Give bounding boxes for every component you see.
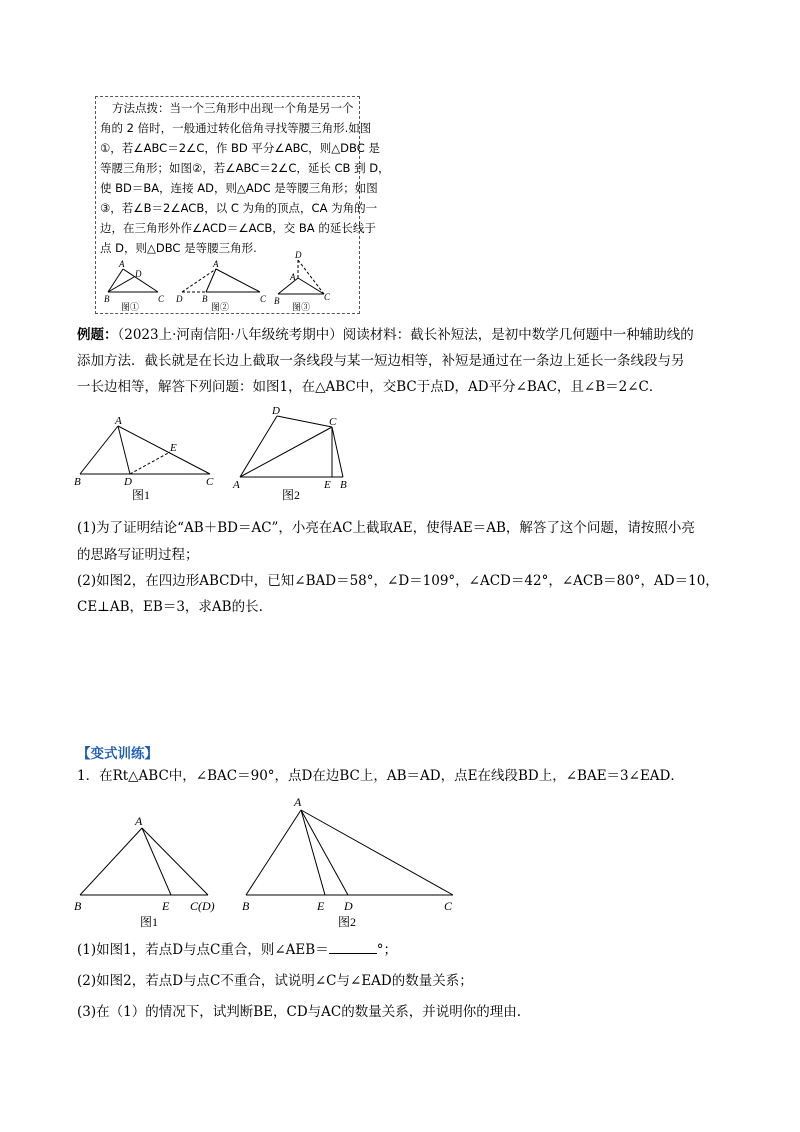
method-line-3: ①，若∠ABC＝2∠C，作 BD 平分∠ABC，则△DBC 是 [100,141,380,155]
example-line-2: 添加方法．截长就是在长边上截取一条线段与某一短边相等，补短是通过在一条边上延长一条线段与另 [77,353,685,369]
answer-blank[interactable] [329,941,377,954]
method-line-1: 方法点拨：当一个三角形中出现一个角是另一个 [112,101,354,115]
example-q2-line-1: (2)如图2，在四边形ABCD中，已知∠BAD＝58°，∠D＝109°，∠ACD＝42°，∠ACB＝80°，AD＝10， [77,573,719,589]
m2-label-d: D [176,294,183,304]
ex2-caption: 图2 [282,488,301,502]
example-figures [70,400,370,502]
example-text-1: （2023上·河南信阳·八年级统考期中）阅读材料：截长补短法，是初中数学几何题中一种辅助线的 [117,327,694,343]
v2-label-e: E [317,899,325,913]
ex2-label-d: D [272,405,280,417]
m2-label-a: A [213,259,219,269]
example-figure-2 [240,416,343,477]
v2-label-d: D [344,899,353,913]
ex2-label-c: C [329,416,337,428]
m1-label-b: B [104,294,110,304]
variant-figure-1 [80,828,208,895]
variant-problem: 1．在Rt△ABC中，∠BAC＝90°，点D在边BC上，AB＝AD，点E在线段BD上，∠BAE＝3∠EAD． [77,768,684,784]
example-line-1 [77,325,694,345]
example-label: 例题： [77,327,118,343]
m3-label-a: A [290,272,296,282]
method-line-2: 角的 2 倍时，一般通过转化倍角寻找等腰三角形.如图 [100,121,372,135]
m2-label-b: B [202,294,208,304]
variant-q1 [77,940,397,960]
m1-label-a: A [119,259,125,269]
m1-caption: 图① [121,302,140,312]
m3-label-b: B [274,296,280,306]
ex1-label-a: A [115,415,122,427]
method-line-7: 边，在三角形外作∠ACD＝∠ACB，交 BA 的延长线于 [100,221,376,235]
ex1-caption: 图1 [132,488,151,502]
m3-caption: 图③ [292,302,311,312]
m1-label-d: D [135,269,142,279]
v2-label-c: C [444,899,453,913]
variant-q1-suffix: °； [376,942,397,958]
v1-label-cd: C(D) [190,899,215,913]
example-line-3: 一长边相等，解答下列问题：如图1，在△ABC中，交BC于点D，AD平分∠BAC，且∠B＝2∠C． [77,379,663,395]
ex1-label-e: E [170,442,177,454]
v1-label-a: A [135,814,143,828]
v2-label-a: A [294,795,302,809]
m1-label-c: C [158,294,165,304]
example-q1-line-2: 的思路写证明过程； [77,547,199,563]
ex1-label-b: B [74,476,81,488]
variant-q1-text: (1)如图1，若点D与点C重合，则∠AEB＝ [77,942,329,958]
variant-figures [70,788,470,936]
example-q1-line-1: (1)为了证明结论“AB＋BD＝AC”，小亮在AC上截取AE，使得AE＝AB，解答了这个问题，请按照小亮 [77,520,695,536]
method-line-5: 使 BD＝BA，连接 AD，则△ADC 是等腰三角形；如图 [100,181,378,195]
method-figure-1 [108,269,158,292]
example-figure-1 [80,426,210,474]
m3-label-c: C [324,292,331,302]
m2-caption: 图② [211,302,230,312]
ex2-label-e: E [324,479,331,491]
variant-q2: (2)如图2，若点D与点C不重合，试说明∠C与∠EAD的数量关系； [77,973,473,989]
v1-label-b: B [74,899,82,913]
variant-q3: (3)在（1）的情况下，试判断BE，CD与AC的数量关系，并说明你的理由. [77,1004,522,1020]
v1-caption: 图1 [140,915,159,929]
ex2-label-b: B [340,479,347,491]
method-figure-2 [182,269,260,292]
method-figures [98,250,358,314]
ex1-label-d: D [124,476,132,488]
m2-label-c: C [260,294,267,304]
variant-header: 【变式训练】 [77,746,158,762]
method-line-8: 点 D，则△DBC 是等腰三角形. [100,241,257,255]
v2-label-b: B [242,899,250,913]
method-line-6: ③，若∠B＝2∠ACB，以 C 为角的顶点，CA 为角的一 [100,201,378,215]
v2-caption: 图2 [338,915,357,929]
variant-figure-2 [246,810,453,895]
ex1-label-c: C [206,476,214,488]
method-line-4: 等腰三角形；如图②，若∠ABC＝2∠C，延长 CB 到 D， [100,161,390,175]
example-q2-line-2: CE⊥AB，EB＝3，求AB的长. [77,599,263,615]
m3-label-d: D [295,250,302,260]
method-figure-3 [278,260,324,294]
v1-label-e: E [162,899,170,913]
ex2-label-a: A [233,479,240,491]
